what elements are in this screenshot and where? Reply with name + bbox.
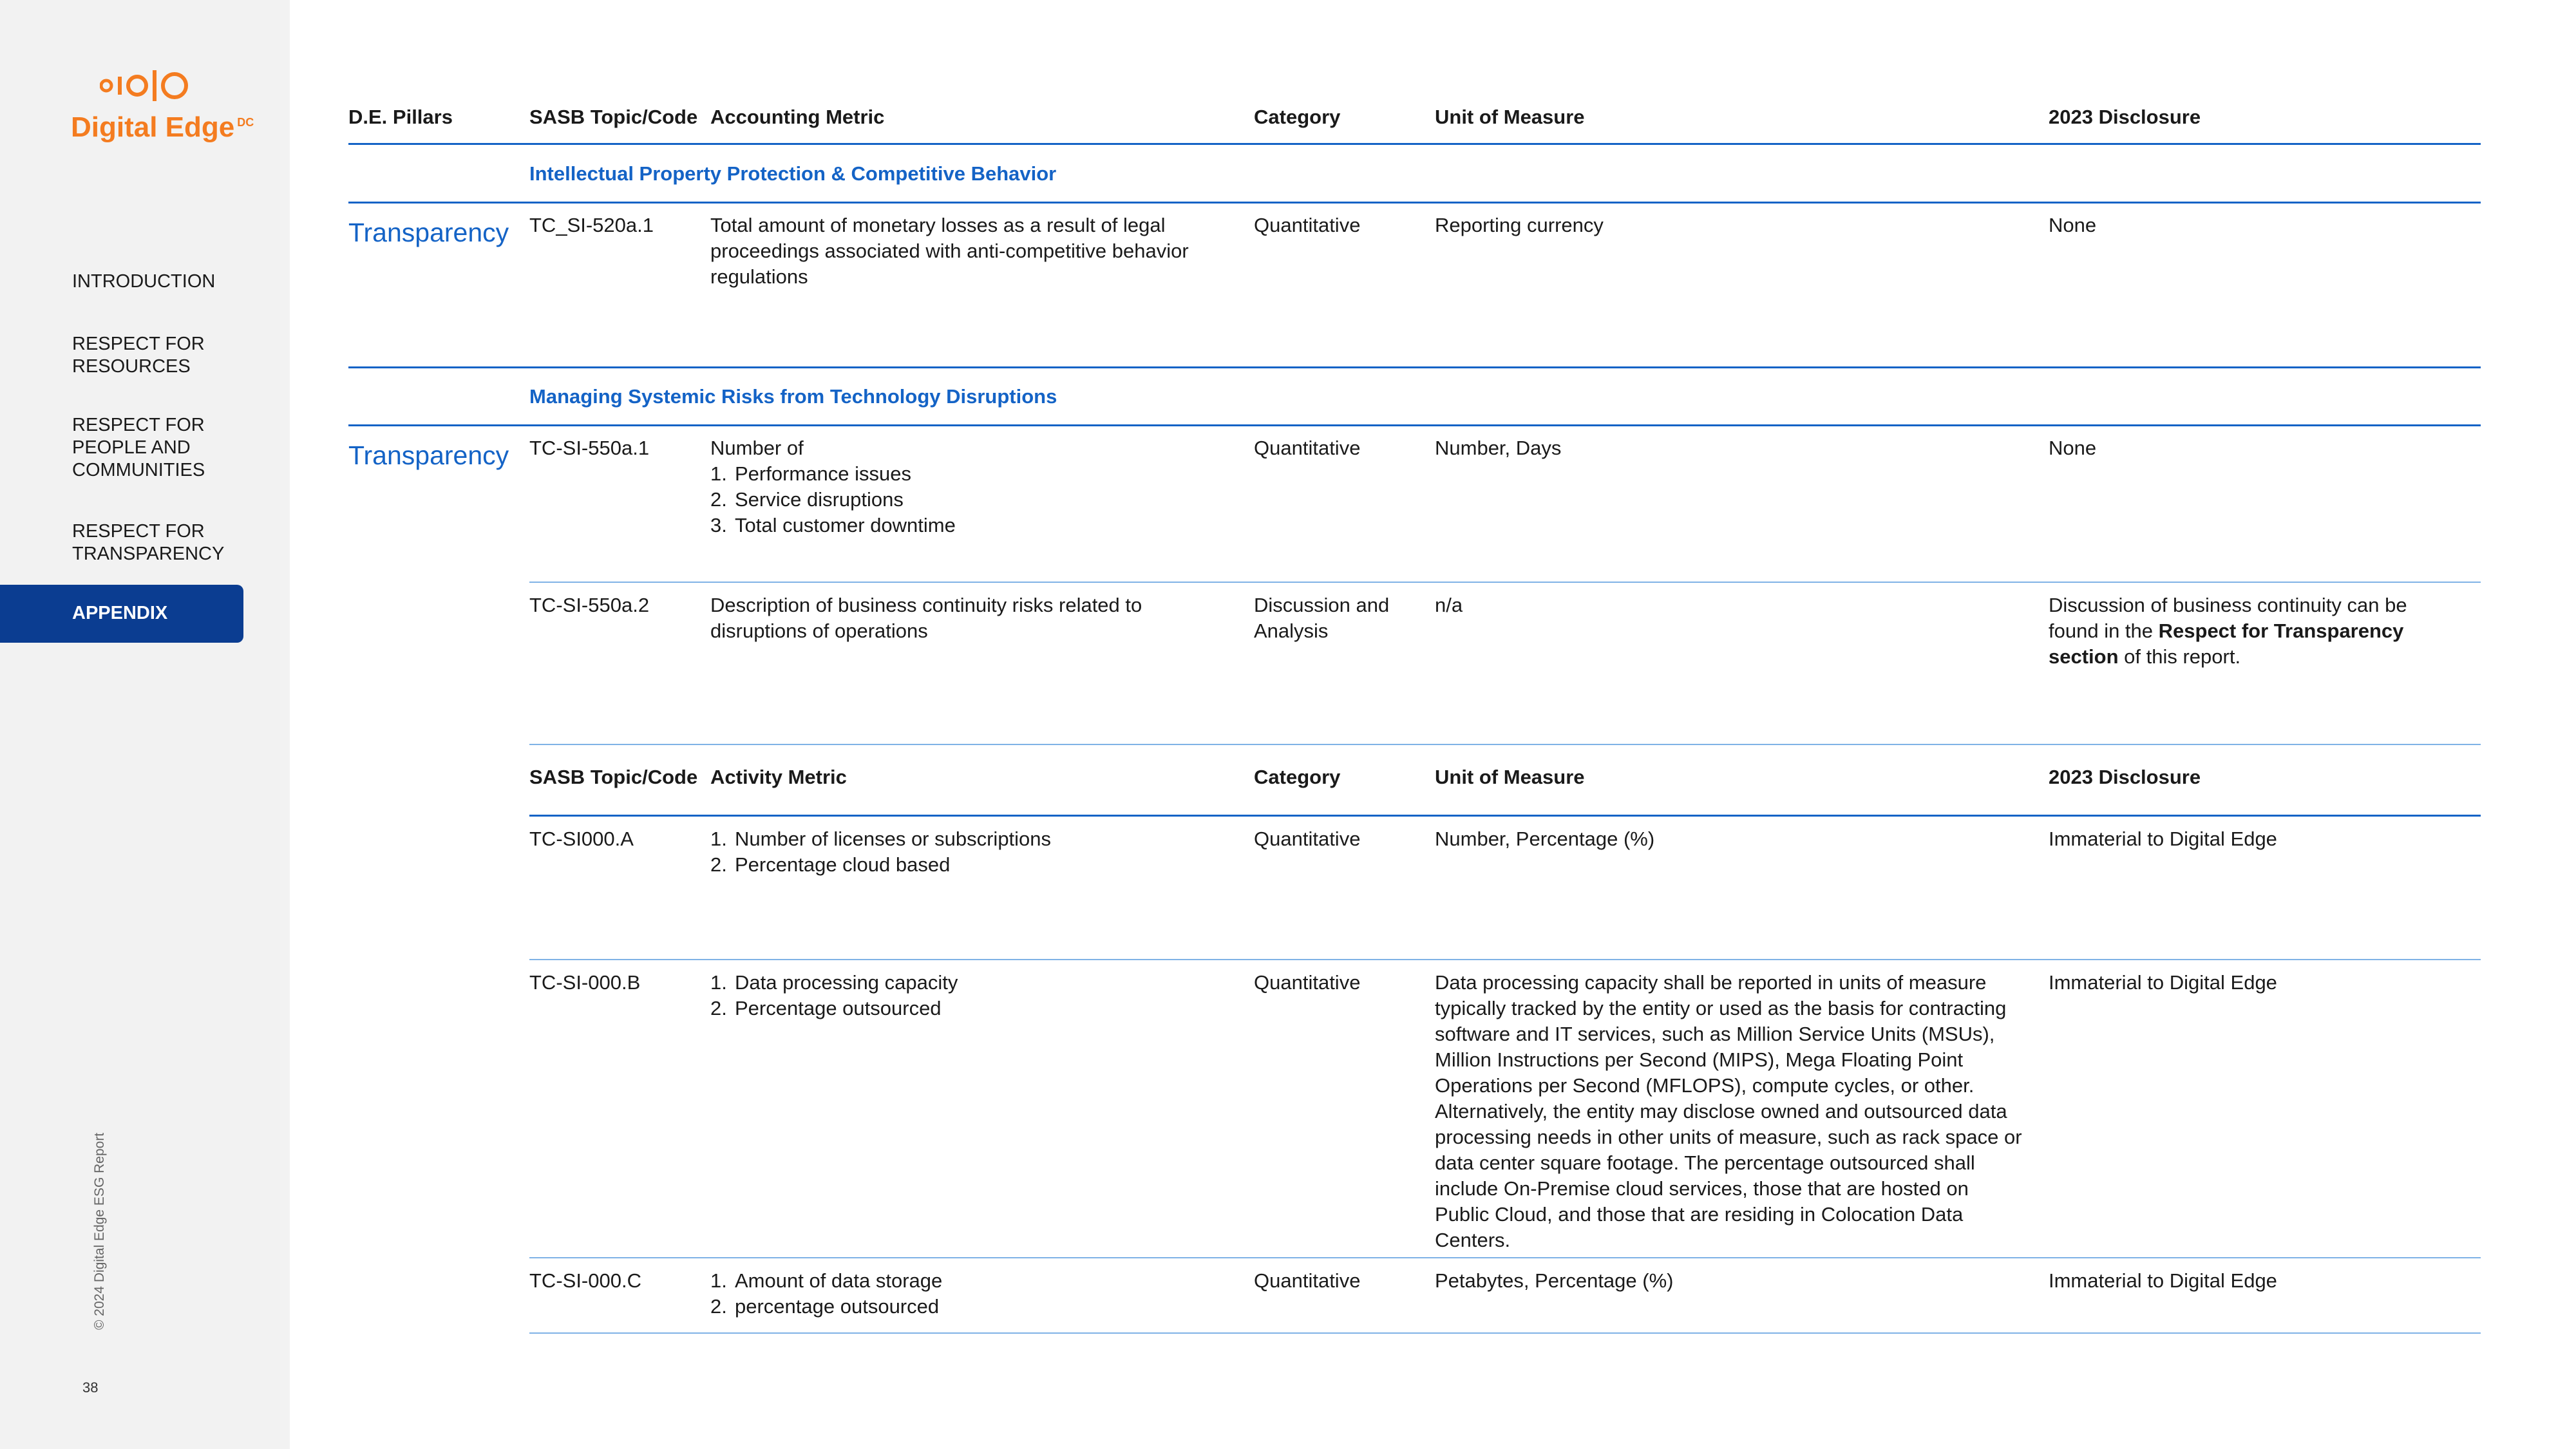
- metric-intro: Number of: [710, 437, 804, 459]
- copyright-text: © 2024 Digital Edge ESG Report: [92, 1132, 107, 1330]
- metric-list: [710, 461, 1226, 538]
- pillar-label: Transparency: [348, 440, 509, 470]
- sidebar: [0, 0, 290, 1449]
- list-item: 2. Percentage cloud based: [710, 853, 951, 876]
- row-disclosure: None: [2049, 214, 2097, 236]
- row-category: Quantitative: [1254, 828, 1361, 850]
- row-category: Quantitative: [1254, 437, 1361, 459]
- section-title-ip-protection: Intellectual Property Protection & Competitive Behavior: [529, 162, 1057, 185]
- nav-item-respect-for-transparency[interactable]: RESPECT FOR TRANSPARENCY: [72, 521, 225, 564]
- divider: [529, 1332, 2481, 1334]
- activity-header-topic: SASB Topic/Code: [529, 766, 698, 788]
- row-category: Discussion and Analysis: [1254, 594, 1390, 642]
- row-code: TC-SI-550a.2: [529, 594, 650, 616]
- row-unit: Number, Days: [1435, 437, 1562, 459]
- divider: [529, 744, 2481, 745]
- list-item: 2. Percentage outsourced: [710, 997, 942, 1019]
- divider: [348, 366, 2481, 368]
- row-category: Quantitative: [1254, 214, 1361, 236]
- divider: [348, 202, 2481, 204]
- row-metric: [710, 435, 1226, 538]
- logo-wordmark: Digital Edge $^{DC}$: [71, 111, 254, 143]
- row-unit: Reporting currency: [1435, 214, 1604, 236]
- divider: [529, 1257, 2481, 1258]
- row-unit: Data processing capacity shall be reported in units of measure typically tracked by the entity or used as the basis for contracting software and IT services, such as Million Service Units (MSUs), Million Instructions per Second (MIPS), Mega Floating Point Operations per Second (MFLOPS), compute cycles, or other. Alternatively, the entity may disclose owned and outsourced data processing needs in other units of measure, such as rack space or data center square footage. The percentage outsourced shall include On-Premise cloud services, those that are hosted on Public Cloud, and those that are residing in Colocation Data Centers.: [1435, 971, 2022, 1251]
- nav-item-appendix-label: APPENDIX: [72, 603, 168, 623]
- logo-mark-icon: [100, 68, 203, 104]
- pillar-label: Transparency: [348, 218, 509, 247]
- list-item: 2. Service disruptions: [710, 488, 904, 511]
- divider: [529, 815, 2481, 817]
- divider: [348, 143, 2481, 145]
- row-metric: [710, 970, 1226, 1021]
- header-metric: Accounting Metric: [710, 106, 885, 128]
- divider: [348, 424, 2481, 426]
- row-code: TC-SI-550a.1: [529, 437, 650, 459]
- row-disclosure: Immaterial to Digital Edge: [2049, 828, 2277, 850]
- row-code: TC-SI-000.C: [529, 1269, 641, 1292]
- row-metric: [710, 826, 1226, 878]
- list-item: 3. Total customer downtime: [710, 514, 956, 536]
- row-code: TC-SI000.A: [529, 828, 634, 850]
- row-unit: n/a: [1435, 594, 1463, 616]
- row-metric: Description of business continuity risks related to disruptions of operations: [710, 594, 1142, 642]
- logo[interactable]: [71, 68, 254, 145]
- list-item: 1. Performance issues: [710, 462, 911, 485]
- section-title-systemic-risks: Managing Systemic Risks from Technology Disruptions: [529, 385, 1057, 408]
- page-number: 38: [82, 1379, 99, 1396]
- row-disclosure: None: [2049, 437, 2097, 459]
- activity-header-metric: Activity Metric: [710, 766, 847, 788]
- row-code: TC-SI-000.B: [529, 971, 641, 994]
- row-code: TC_SI-520a.1: [529, 214, 654, 236]
- header-unit: Unit of Measure: [1435, 106, 1585, 128]
- nav-item-appendix[interactable]: [0, 585, 243, 643]
- list-item: 1. Data processing capacity: [710, 971, 958, 994]
- row-unit: Number, Percentage (%): [1435, 828, 1655, 850]
- divider: [529, 959, 2481, 960]
- activity-header-category: Category: [1254, 766, 1341, 788]
- row-disclosure: Discussion of business continuity can be found in the Respect for Transparency section of this report.: [2049, 594, 2407, 668]
- nav-item-respect-for-people-and-communities[interactable]: RESPECT FOR PEOPLE AND COMMUNITIES: [72, 415, 205, 480]
- divider: [529, 582, 2481, 583]
- nav-item-respect-for-resources[interactable]: RESPECT FOR RESOURCES: [72, 334, 205, 377]
- row-unit: Petabytes, Percentage (%): [1435, 1269, 1674, 1292]
- list-item: 1. Amount of data storage: [710, 1269, 943, 1292]
- header-category: Category: [1254, 106, 1341, 128]
- row-category: Quantitative: [1254, 971, 1361, 994]
- list-item: 2. percentage outsourced: [710, 1295, 940, 1318]
- row-metric: Total amount of monetary losses as a result of legal proceedings associated with anti-competitive behavior regulations: [710, 214, 1189, 288]
- row-category: Quantitative: [1254, 1269, 1361, 1292]
- list-item: 1. Number of licenses or subscriptions: [710, 828, 1052, 850]
- nav-item-introduction[interactable]: INTRODUCTION: [72, 271, 216, 292]
- row-disclosure: Immaterial to Digital Edge: [2049, 971, 2277, 994]
- row-metric: [710, 1268, 1226, 1320]
- header-pillars: D.E. Pillars: [348, 106, 453, 128]
- header-disclosure: 2023 Disclosure: [2049, 106, 2201, 128]
- row-disclosure: Immaterial to Digital Edge: [2049, 1269, 2277, 1292]
- disclosure-link[interactable]: Respect for Transparency section: [2049, 620, 2404, 668]
- header-topic: SASB Topic/Code: [529, 106, 698, 128]
- activity-header-unit: Unit of Measure: [1435, 766, 1585, 788]
- activity-header-disclosure: 2023 Disclosure: [2049, 766, 2201, 788]
